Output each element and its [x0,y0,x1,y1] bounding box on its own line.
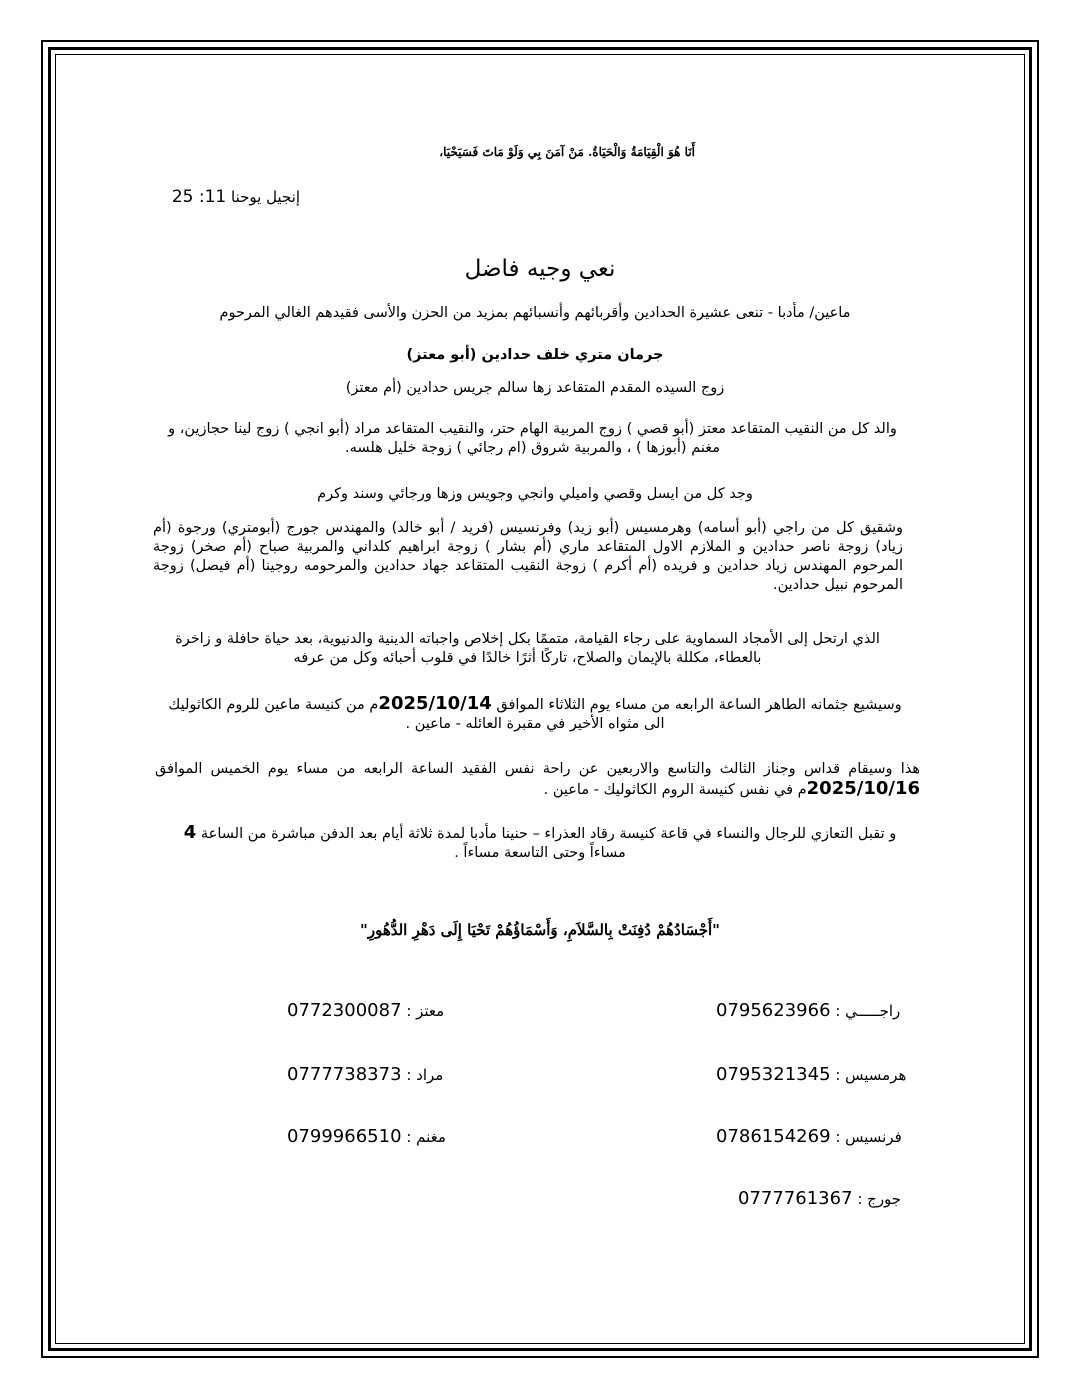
phone-number: 0786154269 [716,1126,831,1147]
condolence-paragraph [170,823,910,863]
contact-moataz [287,1000,444,1021]
children-paragraph: والد كل من النقيب المتقاعد معتز (أبو قصي ) زوج المربية الهام حتر، والنقيب المتقاعد مراد (أبو انجي ) زوج لينا حجازين، و مغنم (أبوزها ) ، والمربية شروق (ام رجائي ) زوجة خليل هلسه. [168,421,897,456]
mass-text-after: م في نفس كنيسة الروم الكاثوليك - ماعين . [543,782,807,798]
phone-number: 0777761367 [738,1188,853,1209]
contact-george [738,1188,901,1209]
contact-raji [716,1000,900,1021]
contact-label: راجـــــي : [835,1002,901,1020]
contact-maghnam [287,1126,446,1147]
reference-number: 11: 25 [171,187,227,207]
mass-paragraph [155,760,920,800]
announcement: ماعين/ مأدبا - تنعى عشيرة الحدادين وأقربائهم وأنسبائهم بمزيد من الحزن والأسى فقيدهم الغالي المرحوم [219,305,851,321]
deceased-name: جرمان متري خلف حدادين (أبو معتز) [406,347,664,363]
bible-verse: أَنَا هُوَ الْقِيَامَةُ وَالْحَيَاةُ. مَنْ آمَنَ بِي وَلَوْ مَاتَ فَسَيَحْيَا، [439,145,695,159]
mass-date: 2025/10/16 [806,778,920,799]
phone-number: 0777738373 [287,1064,402,1085]
contact-label: هرمسيس : [835,1066,907,1084]
contact-francis [716,1126,902,1147]
contact-label: مراد : [406,1066,444,1084]
siblings-paragraph: وشقيق كل من راجي (أبو أسامه) وهرمسيس (أبو زيد) وفرنسيس (فريد / أبو خالد) والمهندس جورج (أبومتري) ورجوة (أم زياد) زوجة ناصر حدادين و الملازم الاول المتقاعد ماري (أم بشار ) زوجة ابراهيم كلداني والمربية صباح (أم صخر) زوجة المرحوم المهندس زياد حدادين و فريده (أم أكرم ) زوجة النقيب المتقاعد جهاد حدادين والمرحومه روجينا (أم فيصل) زوجة المرحوم نبيل حدادين. [153,520,903,593]
funeral-paragraph [165,694,905,734]
mass-text-before: هذا وسيقام قداس وجناز الثالث والتاسع والاربعين عن راحة نفس الفقيد الساعة الرابعه من مساء يوم الخميس الموافق [155,761,920,777]
departure-paragraph: الذي ارتحل إلى الأمجاد السماوية على رجاء القيامة، متممًا بكل إخلاص واجباته الدينية والدنيوية، بعد حياة حافلة و زاخرة بالعطاء، مكللة بالإيمان والصلاح، تاركًا أثرًا خالدًا في قلوب أحبائه وكل من عرفه [175,631,880,666]
phone-number: 0795321345 [716,1064,831,1085]
page-title: نعي وجيه فاضل [464,256,616,282]
verse-reference [172,187,300,207]
contact-hermsis [716,1064,906,1085]
contact-label: معتز : [406,1002,445,1020]
funeral-text-before: وسيشيع جثمانه الطاهر الساعة الرابعه من مساء يوم الثلاثاء الموافق [496,697,902,713]
contact-label: جورج : [857,1190,902,1208]
funeral-date: 2025/10/14 [378,693,492,714]
phone-number: 0799966510 [287,1126,402,1147]
condolence-text-before: و تقبل التعازي للرجال والنساء في قاعة كنيسة رقاد العذراء – حنينا مأدبا لمدة ثلاثة أيام بعد الدفن مباشرة من الساعة [200,826,897,842]
condolence-text-after: مساءاً وحتى التاسعة مساءاً . [454,845,626,861]
contact-label: مغنم : [406,1128,446,1146]
funeral-text-after: م من كنيسة ماعين للروم الكاثوليك الى مثواه الأخير في مقبرة العائله - ماعين . [168,697,665,732]
phone-number: 0795623966 [716,1000,831,1021]
spouse-line: زوج السيده المقدم المتقاعد زها سالم جريس حدادين (أم معتز) [345,380,725,396]
contact-murad [287,1064,443,1085]
contact-label: فرنسيس : [835,1128,902,1146]
grandchildren-line: وجد كل من ايسل وقصي واميلي وانجي وجويس وزها ورجائي وسند وكرم [317,486,753,502]
condolence-hour: 4 [183,822,197,843]
closing-verse: "أَجْسَادُهُمْ دُفِنَتْ بِالسَّلاَمِ، وَأَسْمَاؤُهُمْ تَحْيَا إِلَى دَهْرِ الدُّهُورِ" [360,921,720,939]
reference-book: إنجيل يوحنا [231,188,300,206]
phone-number: 0772300087 [287,1000,402,1021]
